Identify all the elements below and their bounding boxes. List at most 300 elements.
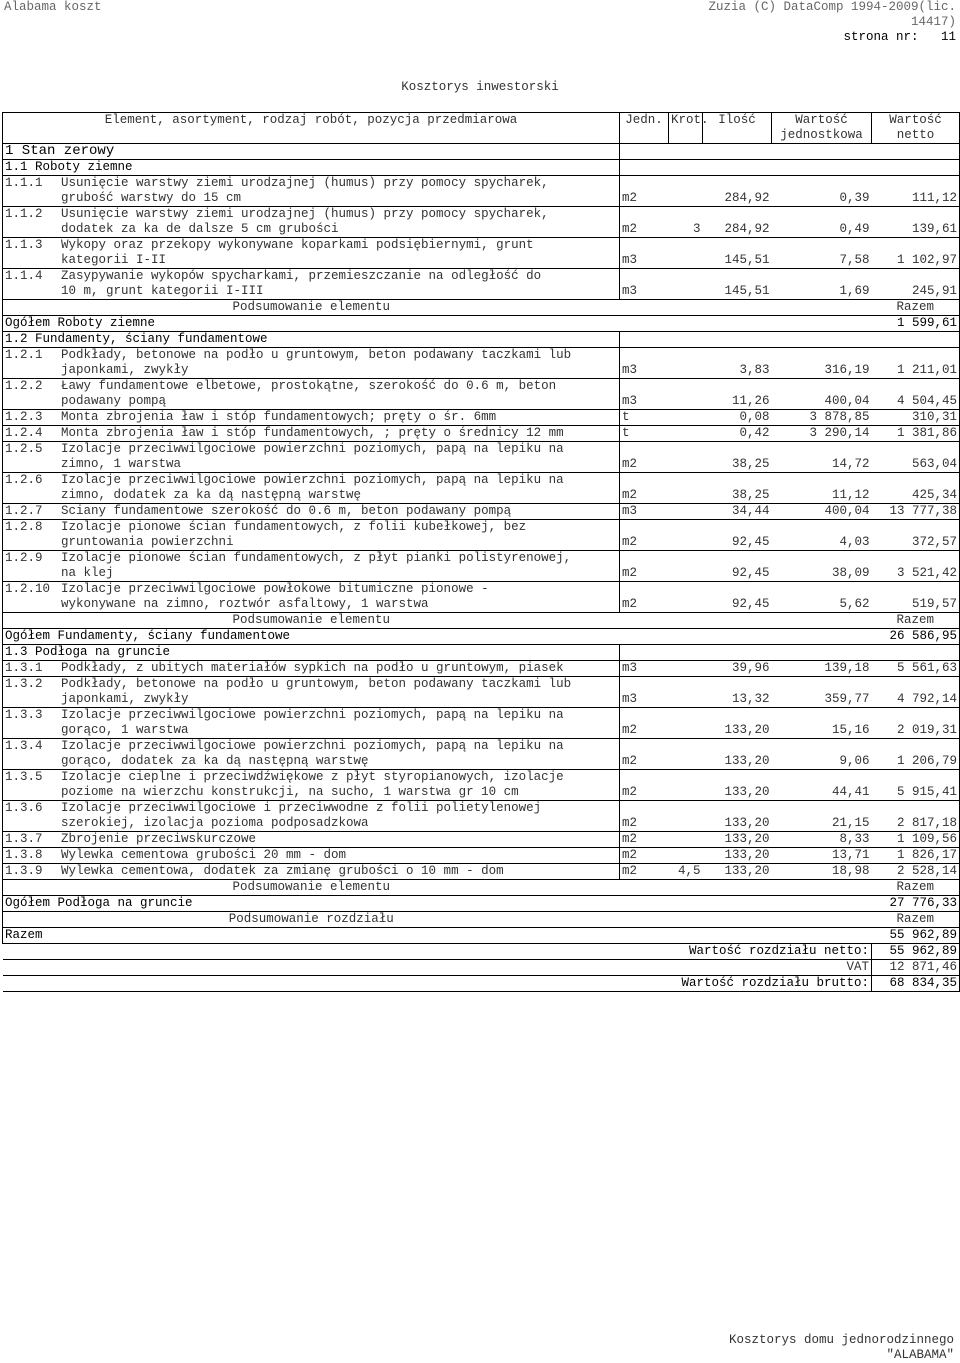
section-total-value: 26 586,95 [872, 629, 960, 645]
item-unit-price: 4,03 [772, 520, 872, 551]
item-text-line1: Izolacje pionowe ścian fundamentowych, z folii kubełkowej, bez [61, 520, 527, 534]
empty-cell [669, 629, 703, 645]
item-text-line2: gruntowania powierzchni [61, 535, 234, 549]
footer [729, 1333, 954, 1363]
empty-cell [620, 613, 669, 629]
section-total-row [3, 896, 960, 912]
item-unit-price: 38,09 [772, 551, 872, 582]
item-number: 1.2.7 [5, 504, 43, 518]
item-net-value: 4 504,45 [872, 379, 960, 410]
item-unit-price: 400,04 [772, 379, 872, 410]
item-unit-price: 9,06 [772, 739, 872, 770]
item-text-line1: Wykopy oraz przekopy wykonywane koparkami podsiębiernymi, grunt [61, 238, 534, 252]
footer-line1: Kosztorys domu jednorodzinnego [728, 1333, 954, 1347]
element-summary-razem: Razem [872, 613, 960, 629]
item-quantity: 284,92 [703, 176, 772, 207]
item-description [3, 864, 620, 880]
item-unit-price: 1,69 [772, 269, 872, 300]
item-quantity: 39,96 [703, 661, 772, 677]
item-unit: m3 [620, 661, 669, 677]
empty-cell [772, 332, 872, 348]
table-row [3, 848, 960, 864]
empty-cell [872, 332, 960, 348]
item-krot [669, 176, 703, 207]
empty-cell [669, 144, 703, 160]
empty-cell [703, 645, 772, 661]
element-summary-label: Podsumowanie elementu [3, 613, 620, 629]
item-unit: m2 [620, 832, 669, 848]
item-unit-price: 3 290,14 [772, 426, 872, 442]
empty-cell [703, 880, 772, 896]
col-header-unit-price-l1: Wartość [795, 113, 848, 127]
col-header-qty: Ilość [703, 113, 772, 144]
item-krot [669, 520, 703, 551]
item-unit-price: 11,12 [772, 473, 872, 504]
table-header-row [3, 113, 960, 144]
col-header-net-l1: Wartość [889, 113, 942, 127]
item-description [3, 176, 620, 207]
item-krot [669, 582, 703, 613]
col-header-unit-price-l2: jednostkowa [780, 128, 863, 142]
empty-cell [703, 629, 772, 645]
item-text-line1: Wylewka cementowa grubości 20 mm - dom [61, 848, 347, 862]
section-total-label: Ogółem Podłoga na gruncie [3, 896, 620, 912]
item-krot: 3 [669, 207, 703, 238]
empty-cell [620, 316, 669, 332]
page-label: strona nr: [843, 30, 919, 44]
item-text-line2: dodatek za ka de dalsze 5 cm grubości [61, 222, 339, 236]
table-row [3, 832, 960, 848]
empty-cell [703, 613, 772, 629]
section-total-value: 27 776,33 [872, 896, 960, 912]
section-title: 1.2 Fundamenty, ściany fundamentowe [3, 332, 620, 348]
item-quantity: 11,26 [703, 379, 772, 410]
empty-cell [703, 160, 772, 176]
section-total-value: 1 599,61 [872, 316, 960, 332]
item-quantity: 133,20 [703, 832, 772, 848]
item-text-line2: japonkami, zwykły [61, 692, 189, 706]
item-number: 1.3.1 [5, 661, 43, 675]
item-text-line1: Izolacje przeciwwilgociowe powłokowe bitumiczne pionowe - [61, 582, 489, 596]
empty-cell [772, 880, 872, 896]
item-description [3, 348, 620, 379]
item-quantity: 92,45 [703, 582, 772, 613]
empty-cell [620, 880, 669, 896]
item-quantity: 133,20 [703, 848, 772, 864]
item-unit-price: 13,71 [772, 848, 872, 864]
item-number: 1.2.2 [5, 379, 43, 393]
table-row [3, 504, 960, 520]
table-row [3, 582, 960, 613]
item-net-value: 13 777,38 [872, 504, 960, 520]
empty-cell [669, 928, 703, 944]
item-quantity: 284,92 [703, 207, 772, 238]
item-number: 1.2.3 [5, 410, 43, 424]
item-description [3, 426, 620, 442]
item-quantity: 145,51 [703, 269, 772, 300]
empty-cell [669, 896, 703, 912]
section-title-row [3, 160, 960, 176]
item-quantity: 92,45 [703, 520, 772, 551]
item-quantity: 133,20 [703, 801, 772, 832]
empty-cell [620, 332, 669, 348]
table-row [3, 348, 960, 379]
totals-row [3, 976, 960, 992]
item-quantity: 38,25 [703, 442, 772, 473]
item-text-line2: podawany pompą [61, 394, 167, 408]
item-unit: m2 [620, 864, 669, 880]
item-text-line1: Wylewka cementowa, dodatek za zmianę grubości o 10 mm - dom [61, 864, 504, 878]
table-row [3, 677, 960, 708]
item-text-line1: Monta zbrojenia ław i stóp fundamentowych, ; pręty o średnicy 12 mm [61, 426, 564, 440]
section-total-label: Ogółem Roboty ziemne [3, 316, 620, 332]
item-number: 1.3.8 [5, 848, 43, 862]
header-info [708, 0, 956, 45]
item-unit-price: 14,72 [772, 442, 872, 473]
item-number: 1.1.3 [5, 238, 43, 252]
item-unit: m2 [620, 473, 669, 504]
item-text-line2: gorąco, 1 warstwa [61, 723, 189, 737]
item-description [3, 677, 620, 708]
item-net-value: 245,91 [872, 269, 960, 300]
item-text-line1: Sciany fundamentowe szerokość do 0.6 m, beton podawany pompą [61, 504, 512, 518]
item-description [3, 410, 620, 426]
totals-value: 68 834,35 [872, 976, 960, 992]
section-total-row [3, 316, 960, 332]
item-description [3, 442, 620, 473]
item-krot [669, 442, 703, 473]
col-header-net [872, 113, 960, 144]
item-unit: m2 [620, 770, 669, 801]
item-krot [669, 473, 703, 504]
empty-cell [772, 629, 872, 645]
table-row [3, 426, 960, 442]
item-net-value: 139,61 [872, 207, 960, 238]
item-net-value: 425,34 [872, 473, 960, 504]
empty-cell [620, 896, 669, 912]
item-quantity: 3,83 [703, 348, 772, 379]
item-text-line2: japonkami, zwykły [61, 363, 189, 377]
header-copyright: Zuzia (C) DataComp 1994-2009(lic. [708, 0, 956, 14]
item-net-value: 1 826,17 [872, 848, 960, 864]
item-net-value: 1 102,97 [872, 238, 960, 269]
item-description [3, 801, 620, 832]
empty-cell [620, 160, 669, 176]
totals-row [3, 960, 960, 976]
element-summary-razem: Razem [872, 880, 960, 896]
item-description [3, 269, 620, 300]
element-summary-row [3, 613, 960, 629]
item-unit-price: 0,49 [772, 207, 872, 238]
item-text-line2: zimno, 1 warstwa [61, 457, 182, 471]
item-description [3, 582, 620, 613]
item-unit: m3 [620, 504, 669, 520]
empty-cell [669, 160, 703, 176]
element-summary-label: Podsumowanie elementu [3, 300, 620, 316]
item-text-line1: Podkłady, z ubitych materiałów sypkich na podło u gruntowym, piasek [61, 661, 564, 675]
item-unit: m2 [620, 551, 669, 582]
item-unit-price: 139,18 [772, 661, 872, 677]
item-number: 1.3.4 [5, 739, 43, 753]
empty-cell [703, 912, 772, 928]
item-description [3, 661, 620, 677]
item-krot [669, 269, 703, 300]
item-description [3, 207, 620, 238]
table-row [3, 410, 960, 426]
item-unit: m2 [620, 176, 669, 207]
item-quantity: 34,44 [703, 504, 772, 520]
item-text-line1: Izolacje przeciwwilgociowe powierzchni poziomych, papą na lepiku na [61, 442, 564, 456]
item-unit-price: 18,98 [772, 864, 872, 880]
item-unit-price: 316,19 [772, 348, 872, 379]
item-number: 1.1.2 [5, 207, 43, 221]
item-description [3, 770, 620, 801]
razem-row [3, 928, 960, 944]
item-text-line2: 10 m, grunt kategorii I-III [61, 284, 264, 298]
empty-cell [669, 912, 703, 928]
item-net-value: 372,57 [872, 520, 960, 551]
item-text-line1: Podkłady, betonowe na podło u gruntowym, beton podawany taczkami lub [61, 348, 572, 362]
item-number: 1.1.4 [5, 269, 43, 283]
item-unit-price: 15,16 [772, 708, 872, 739]
item-text-line2: szerokiej, izolacja pozioma podposadzkowa [61, 816, 369, 830]
item-krot [669, 238, 703, 269]
empty-cell [872, 645, 960, 661]
item-description [3, 551, 620, 582]
item-net-value: 519,57 [872, 582, 960, 613]
element-summary-label: Podsumowanie elementu [3, 880, 620, 896]
item-krot [669, 708, 703, 739]
item-text-line2: kategorii I-II [61, 253, 167, 267]
item-description [3, 473, 620, 504]
item-number: 1.3.5 [5, 770, 43, 784]
totals-value: 55 962,89 [872, 944, 960, 960]
table-row [3, 379, 960, 410]
item-net-value: 3 521,42 [872, 551, 960, 582]
item-krot [669, 504, 703, 520]
item-quantity: 133,20 [703, 864, 772, 880]
item-krot [669, 739, 703, 770]
empty-cell [772, 316, 872, 332]
item-net-value: 4 792,14 [872, 677, 960, 708]
item-krot [669, 770, 703, 801]
item-number: 1.3.9 [5, 864, 43, 878]
item-description [3, 520, 620, 551]
item-text-line1: Izolacje przeciwwilgociowe powierzchni poziomych, papą na lepiku na [61, 708, 564, 722]
empty-cell [772, 160, 872, 176]
item-description [3, 238, 620, 269]
item-number: 1.3.3 [5, 708, 43, 722]
item-number: 1.1.1 [5, 176, 43, 190]
table-row [3, 269, 960, 300]
item-description [3, 708, 620, 739]
chapter-title: 1 Stan zerowy [3, 144, 620, 160]
item-description [3, 739, 620, 770]
item-unit: t [620, 426, 669, 442]
empty-cell [772, 896, 872, 912]
empty-cell [620, 144, 669, 160]
item-net-value: 1 211,01 [872, 348, 960, 379]
item-krot [669, 832, 703, 848]
item-unit-price: 400,04 [772, 504, 872, 520]
item-unit: m2 [620, 207, 669, 238]
empty-cell [772, 912, 872, 928]
table-row [3, 207, 960, 238]
item-net-value: 2 528,14 [872, 864, 960, 880]
item-krot [669, 848, 703, 864]
chapter-row [3, 144, 960, 160]
empty-cell [669, 613, 703, 629]
item-unit: m2 [620, 708, 669, 739]
item-net-value: 2 817,18 [872, 801, 960, 832]
item-unit: m3 [620, 238, 669, 269]
item-number: 1.3.6 [5, 801, 43, 815]
item-unit: m2 [620, 739, 669, 770]
table-row [3, 801, 960, 832]
item-number: 1.3.2 [5, 677, 43, 691]
totals-row [3, 944, 960, 960]
table-row [3, 520, 960, 551]
item-quantity: 13,32 [703, 677, 772, 708]
empty-cell [703, 896, 772, 912]
empty-cell [772, 928, 872, 944]
empty-cell [872, 144, 960, 160]
item-description [3, 832, 620, 848]
item-text-line1: Izolacje przeciwwilgociowe powierzchni poziomych, papą na lepiku na [61, 473, 564, 487]
item-text-line2: grubość warstwy do 15 cm [61, 191, 242, 205]
item-number: 1.2.5 [5, 442, 43, 456]
item-number: 1.2.4 [5, 426, 43, 440]
section-title-row [3, 332, 960, 348]
item-number: 1.2.9 [5, 551, 43, 565]
item-krot [669, 801, 703, 832]
empty-cell [669, 645, 703, 661]
element-summary-razem: Razem [872, 300, 960, 316]
item-text-line2: gorąco, dodatek za ka dą następną warstwę [61, 754, 369, 768]
item-unit-price: 5,62 [772, 582, 872, 613]
item-quantity: 133,20 [703, 708, 772, 739]
page-number-line [708, 30, 956, 45]
item-quantity: 38,25 [703, 473, 772, 504]
empty-cell [772, 300, 872, 316]
item-unit: m2 [620, 520, 669, 551]
col-header-unit-price [772, 113, 872, 144]
item-krot [669, 551, 703, 582]
table-row [3, 238, 960, 269]
item-unit: m2 [620, 582, 669, 613]
table-row [3, 864, 960, 880]
item-net-value: 2 019,31 [872, 708, 960, 739]
table-row [3, 739, 960, 770]
item-text-line2: na klej [61, 566, 114, 580]
table-row [3, 770, 960, 801]
item-quantity: 145,51 [703, 238, 772, 269]
item-number: 1.2.8 [5, 520, 43, 534]
item-unit-price: 3 878,85 [772, 410, 872, 426]
section-total-row [3, 629, 960, 645]
item-text-line1: Usunięcie warstwy ziemi urodzajnej (humus) przy pomocy spycharek, [61, 207, 549, 221]
chapter-summary-label: Podsumowanie rozdziału [3, 912, 620, 928]
chapter-summary-row [3, 912, 960, 928]
item-text-line1: Usunięcie warstwy ziemi urodzajnej (humus) przy pomocy spycharek, [61, 176, 549, 190]
col-header-desc: Element, asortyment, rodzaj robót, pozycja przedmiarowa [3, 113, 620, 144]
item-krot [669, 426, 703, 442]
totals-value: 12 871,46 [872, 960, 960, 976]
empty-cell [703, 332, 772, 348]
item-quantity: 92,45 [703, 551, 772, 582]
item-unit: t [620, 410, 669, 426]
section-title: 1.1 Roboty ziemne [3, 160, 620, 176]
item-number: 1.2.6 [5, 473, 43, 487]
item-krot [669, 379, 703, 410]
item-krot [669, 410, 703, 426]
empty-cell [669, 300, 703, 316]
col-header-net-l2: netto [896, 128, 935, 142]
empty-cell [772, 613, 872, 629]
item-text-line1: Monta zbrojenia ław i stóp fundamentowych; pręty o śr. 6mm [61, 410, 497, 424]
chapter-summary-razem: Razem [872, 912, 960, 928]
item-description [3, 379, 620, 410]
item-unit: m3 [620, 269, 669, 300]
section-title: 1.3 Podłoga na gruncie [3, 645, 620, 661]
empty-cell [620, 912, 669, 928]
totals-label: Wartość rozdziału netto: [3, 944, 872, 960]
item-text-line1: Izolacje przeciwwilgociowe powierzchni poziomych, papą na lepiku na [61, 739, 564, 753]
item-unit-price: 8,33 [772, 832, 872, 848]
empty-cell [620, 629, 669, 645]
item-unit-price: 359,77 [772, 677, 872, 708]
item-net-value: 5 561,63 [872, 661, 960, 677]
section-title-row [3, 645, 960, 661]
item-net-value: 111,12 [872, 176, 960, 207]
item-unit-price: 0,39 [772, 176, 872, 207]
razem-value: 55 962,89 [872, 928, 960, 944]
empty-cell [703, 316, 772, 332]
table-row [3, 708, 960, 739]
item-net-value: 5 915,41 [872, 770, 960, 801]
col-header-unit: Jedn. [620, 113, 669, 144]
item-text-line1: Izolacje cieplne i przeciwdźwiękowe z płyt styropianowych, izolacje [61, 770, 564, 784]
item-number: 1.2.1 [5, 348, 43, 362]
element-summary-row [3, 880, 960, 896]
item-unit: m3 [620, 379, 669, 410]
item-net-value: 310,31 [872, 410, 960, 426]
empty-cell [669, 880, 703, 896]
item-quantity: 0,08 [703, 410, 772, 426]
table-row [3, 176, 960, 207]
item-text-line1: Zasypywanie wykopów spycharkami, przemieszczanie na odległość do [61, 269, 542, 283]
item-text-line1: Zbrojenie przeciwskurczowe [61, 832, 257, 846]
header-license: 14417) [910, 15, 956, 29]
item-krot [669, 661, 703, 677]
item-net-value: 1 109,56 [872, 832, 960, 848]
empty-cell [703, 928, 772, 944]
item-unit: m3 [620, 348, 669, 379]
empty-cell [772, 144, 872, 160]
item-text-line2: zimno, dodatek za ka dą następną warstwę [61, 488, 362, 502]
item-unit: m2 [620, 801, 669, 832]
section-total-label: Ogółem Fundamenty, ściany fundamentowe [3, 629, 620, 645]
empty-cell [772, 645, 872, 661]
item-text-line1: Izolacje przeciwwilgociowe i przeciwwodne z folii polietylenowej [61, 801, 542, 815]
item-quantity: 133,20 [703, 770, 772, 801]
item-unit: m2 [620, 848, 669, 864]
item-quantity: 133,20 [703, 739, 772, 770]
empty-cell [669, 316, 703, 332]
item-unit: m2 [620, 442, 669, 473]
item-net-value: 1 381,86 [872, 426, 960, 442]
item-text-line1: Izolacje pionowe ścian fundamentowych, z płyt pianki polistyrenowej, [61, 551, 572, 565]
